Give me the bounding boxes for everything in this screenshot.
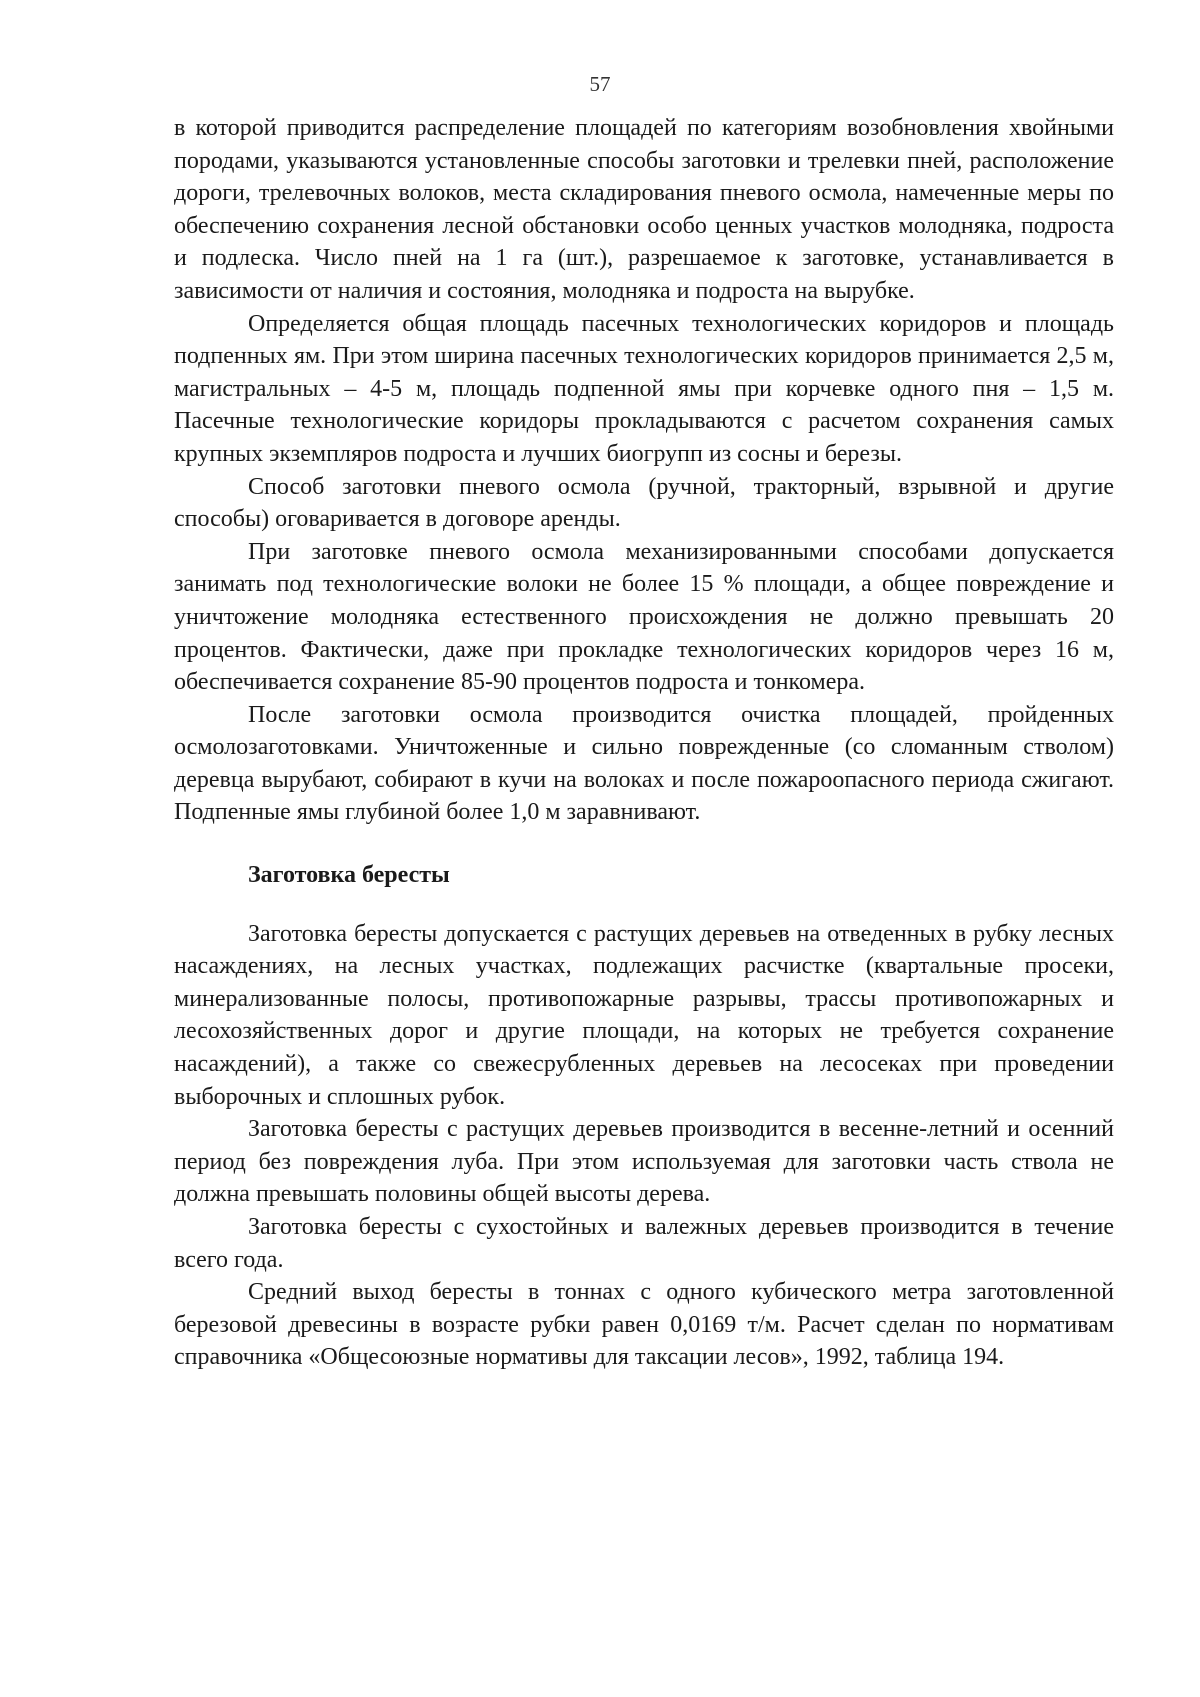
- paragraph-cleanup: После заготовки осмола производится очистка площадей, пройденных осмолозаготовками. Уничтоженные и сильно поврежденные (со сломанным стволом) деревца вырубают, собирают в кучи на волоках и после пожароопасного периода сжигают. Подпенные ямы глубиной более 1,0 м заравнивают.: [174, 701, 1114, 826]
- document-body: [174, 112, 1114, 1374]
- paragraph-birch-bark-harvest: Заготовка бересты допускается с растущих деревьев на отведенных в рубку лесных насаждениях, на лесных участках, подлежащих расчистке (квартальные просеки, минерализованные полосы, противопожарные разрывы, трассы противопожарных и лесохозяйственных дорог и другие площади, на которых не требуется сохранение насаждений), а также со свежесрубленных деревьев на лесосеках при проведении выборочных и сплошных рубок.: [174, 920, 1114, 1110]
- paragraph-harvest-method: Способ заготовки пневого осмола (ручной, тракторный, взрывной и другие способы) оговаривается в договоре аренды.: [174, 473, 1114, 533]
- paragraph-average-yield: Средний выход бересты в тоннах с одного кубического метра заготовленной березовой древесины в возрасте рубки равен 0,0169 т/м. Расчет сделан по нормативам справочника «Общесоюзные нормативы для таксации лесов», 1992, таблица 194.: [174, 1279, 1114, 1371]
- paragraph-continuation: в которой приводится распределение площадей по категориям возобновления хвойными породами, указываются установленные способы заготовки и трелевки пней, расположение дороги, трелевочных волоков, места складирования пневого осмола, намеченные меры по обеспечению сохранения лесной обстановки особо ценных участков молодняка, подроста и подлеска. Число пней на 1 га (шт.), разрешаемое к заготовке, устанавливается в зависимости от наличия и состояния, молодняка и подроста на вырубке.: [174, 115, 1114, 304]
- section-heading: Заготовка бересты: [248, 862, 450, 889]
- paragraph-growing-trees: Заготовка бересты с растущих деревьев производится в весенне-летний и осенний период без повреждения луба. При этом используемая для заготовки часть ствола не должна превышать половины общей высоты дерева.: [174, 1116, 1114, 1208]
- page-number: 57: [589, 72, 611, 96]
- paragraph-dead-trees: Заготовка бересты с сухостойных и валежных деревьев производится в течение всего года.: [174, 1214, 1114, 1273]
- paragraph-mechanized-harvest: При заготовке пневого осмола механизированными способами допускается занимать под технологические волоки не более 15 % площади, а общее повреждение и уничтожение молодняка естественного происхождения не должно превышать 20 процентов. Фактически, даже при прокладке технологических коридоров через 16 м, обеспечивается сохранение 85-90 процентов подроста и тонкомера.: [174, 538, 1114, 696]
- paragraph-corridors: Определяется общая площадь пасечных технологических коридоров и площадь подпенных ям. При этом ширина пасечных технологических коридоров принимается 2,5 м, магистральных – 4-5 м, площадь подпенной ямы при корчевке одного пня – 1,5 м. Пасечные технологические коридоры прокладываются с расчетом сохранения самых крупных экземпляров подроста и лучших биогрупп из сосны и березы.: [174, 310, 1114, 467]
